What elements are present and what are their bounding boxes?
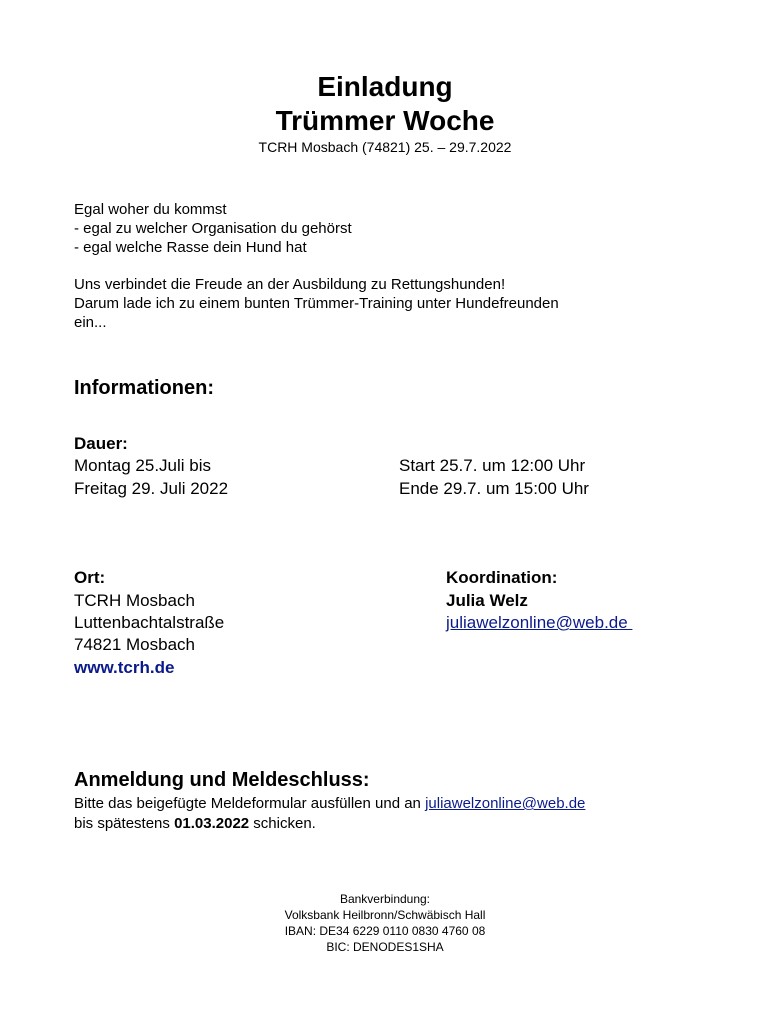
anmeldung-text-2: bis spätestens xyxy=(74,815,175,832)
title-line-1: Einladung xyxy=(317,71,453,102)
anmeldung-email-link[interactable]: juliawelzonline@web.de xyxy=(425,795,586,812)
bank-label: Bankverbindung: xyxy=(339,892,431,906)
bank-iban: IBAN: DE34 6229 0110 0830 4760 08 xyxy=(284,924,486,938)
intro-line-5: Darum lade ich zu einem bunten Trümmer-Training unter Hundefreunden xyxy=(74,295,559,312)
anmeldung-line-2 xyxy=(74,814,316,834)
koordination-name: Julia Welz xyxy=(446,591,528,610)
intro-line-2: - egal zu welcher Organisation du gehörst xyxy=(74,220,352,237)
anmeldung-deadline: 01.03.2022 xyxy=(174,815,250,832)
koordination-label: Koordination: xyxy=(446,568,558,587)
website-link[interactable]: www.tcrh.de xyxy=(74,658,175,677)
subtitle: TCRH Mosbach (74821) 25. – 29.7.2022 xyxy=(258,139,512,155)
intro-line-1: Egal woher du kommst xyxy=(74,201,227,218)
koordination-email-link[interactable]: juliawelzonline@web.de xyxy=(446,613,633,632)
title-line-2: Trümmer Woche xyxy=(275,105,495,136)
dauer-line-1: Montag 25.Juli bis xyxy=(74,456,212,475)
bank-name: Volksbank Heilbronn/Schwäbisch Hall xyxy=(284,908,486,922)
end-time: Ende 29.7. um 15:00 Uhr xyxy=(399,479,589,498)
anmeldung-text-1: Bitte das beigefügte Meldeformular ausfüllen und an xyxy=(74,795,426,812)
anmeldung-text-3: schicken. xyxy=(249,815,316,832)
bank-bic: BIC: DENODES1SHA xyxy=(326,940,444,954)
ort-line-3: 74821 Mosbach xyxy=(74,635,195,654)
intro-line-6: ein... xyxy=(74,314,107,331)
anmeldung-heading: Anmeldung und Meldeschluss: xyxy=(74,769,370,791)
ort-line-1: TCRH Mosbach xyxy=(74,591,195,610)
ort-label: Ort: xyxy=(74,568,106,587)
info-heading: Informationen: xyxy=(74,377,214,399)
start-time: Start 25.7. um 12:00 Uhr xyxy=(399,456,586,475)
intro-line-3: - egal welche Rasse dein Hund hat xyxy=(74,239,307,256)
intro-line-4: Uns verbindet die Freude an der Ausbildung zu Rettungshunden! xyxy=(74,276,506,293)
ort-line-2: Luttenbachtalstraße xyxy=(74,613,225,632)
dauer-line-2: Freitag 29. Juli 2022 xyxy=(74,479,229,498)
anmeldung-line-1 xyxy=(74,794,585,814)
dauer-label: Dauer: xyxy=(74,434,128,453)
